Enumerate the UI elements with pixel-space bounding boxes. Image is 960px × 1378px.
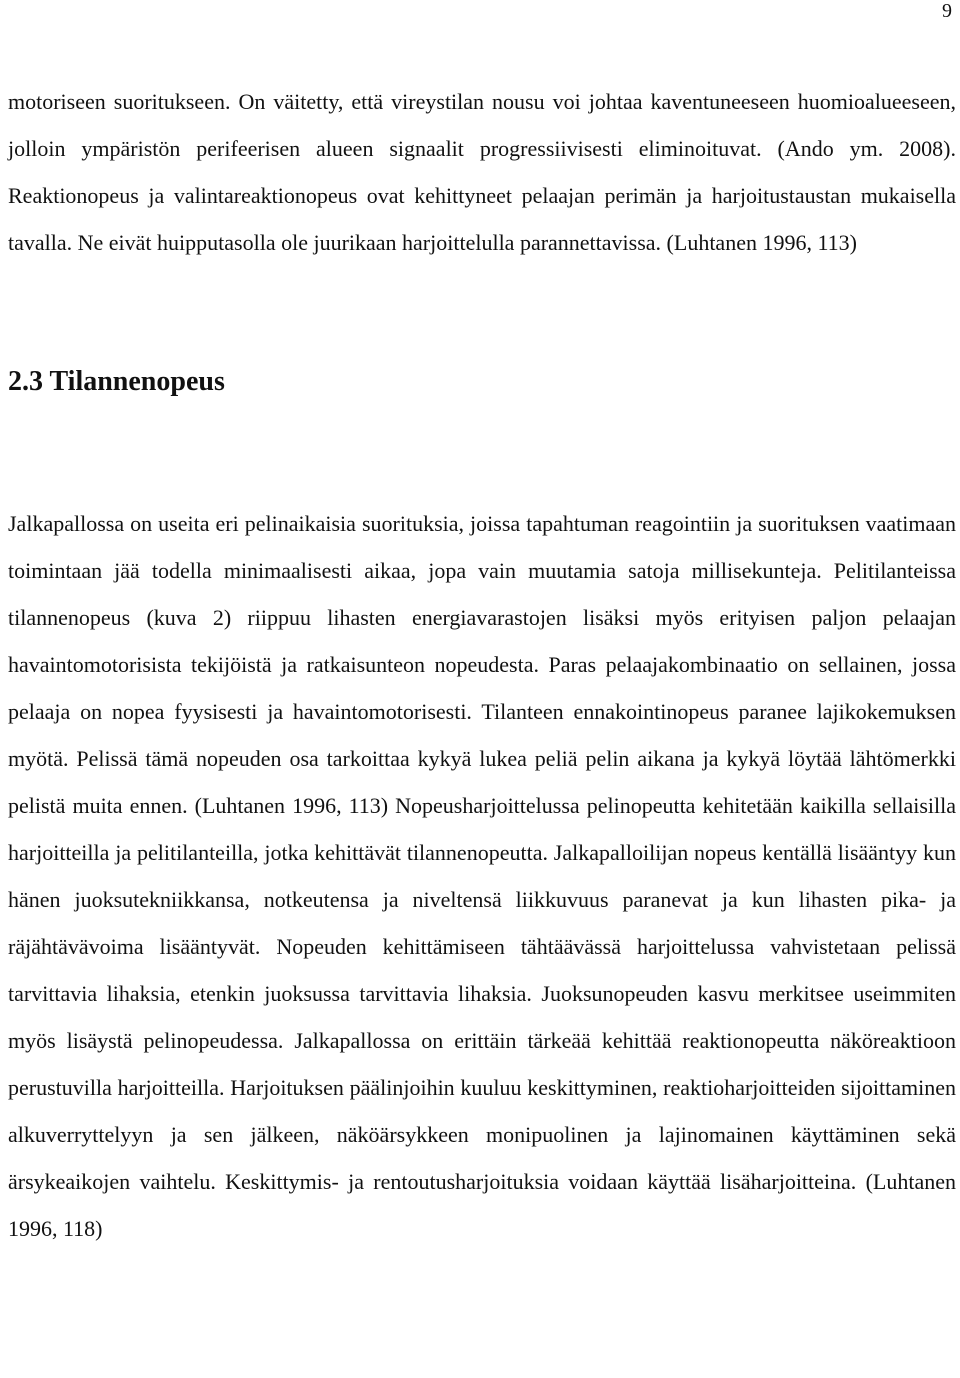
intro-paragraph: motoriseen suoritukseen. On väitetty, että vireystilan nousu voi johtaa kaventuneeseen huomioalueeseen, jolloin ympäristön perifeerisen alueen signaalit progressiivisesti eliminoituvat. (Ando ym. 2008). Reaktionopeus ja valintareaktionopeus ovat kehittyneet pelaajan perimän ja harjoitustaustan mukaisella tavalla. Ne eivät huipputasolla ole juurikaan harjoittelulla parannettavissa. (Luhtanen 1996, 113) [8,89,956,255]
page-number: 9 [942,0,952,22]
section-paragraph: Jalkapallossa on useita eri pelinaikaisia suorituksia, joissa tapahtuman reagointiin ja suorituksen vaatimaan toimintaan jää todella minimaalisesti aikaa, jopa vain muutamia satoja millisekunteja. Pelitilanteissa tilannenopeus (kuva 2) riippuu lihasten energiavarastojen lisäksi myös erityisen paljon pelaajan havaintomotorisista tekijöistä ja ratkaisunteon nopeudesta. Paras pelaajakombinaatio on sellainen, jossa pelaaja on nopea fyysisesti ja havaintomotorisesti. Tilanteen ennakointinopeus paranee lajikokemuksen myötä. Pelissä tämä nopeuden osa tarkoittaa kykyä lukea peliä pelin aikana ja kykyä löytää lähtömerkki pelistä muita ennen. (Luhtanen 1996, 113) Nopeusharjoittelussa pelinopeutta kehitetään kaikilla sellaisilla harjoitteilla ja pelitilanteilla, jotka kehittävät tilannenopeutta. Jalkapalloilijan nopeus kentällä lisääntyy kun hänen juoksutekniikkansa, notkeutensa ja niveltensä liikkuvuus paranevat ja kun lihasten pika- ja räjähtävävoima lisääntyvät. Nopeuden kehittämiseen tähtäävässä harjoittelussa vahvistetaan pelissä tarvittavia lihaksia, etenkin juoksussa tarvittavia lihaksia. Juoksunopeuden kasvu merkitsee useimmiten myös lisäystä pelinopeudessa. Jalkapallossa on erittäin tärkeää kehittää reaktionopeutta näköreaktioon perustuvilla harjoitteilla. Harjoituksen päälinjoihin kuuluu keskittyminen, reaktioharjoitteiden sijoittaminen alkuverryttelyyn ja sen jälkeen, näköärsykkeen monipuolinen ja lajinomainen käyttäminen sekä ärsykeaikojen vaihtelu. Keskittymis- ja rentoutusharjoituksia voidaan käyttää lisäharjoitteina. (Luhtanen 1996, 118) [8,511,956,1241]
section-heading: 2.3 Tilannenopeus [8,366,225,397]
